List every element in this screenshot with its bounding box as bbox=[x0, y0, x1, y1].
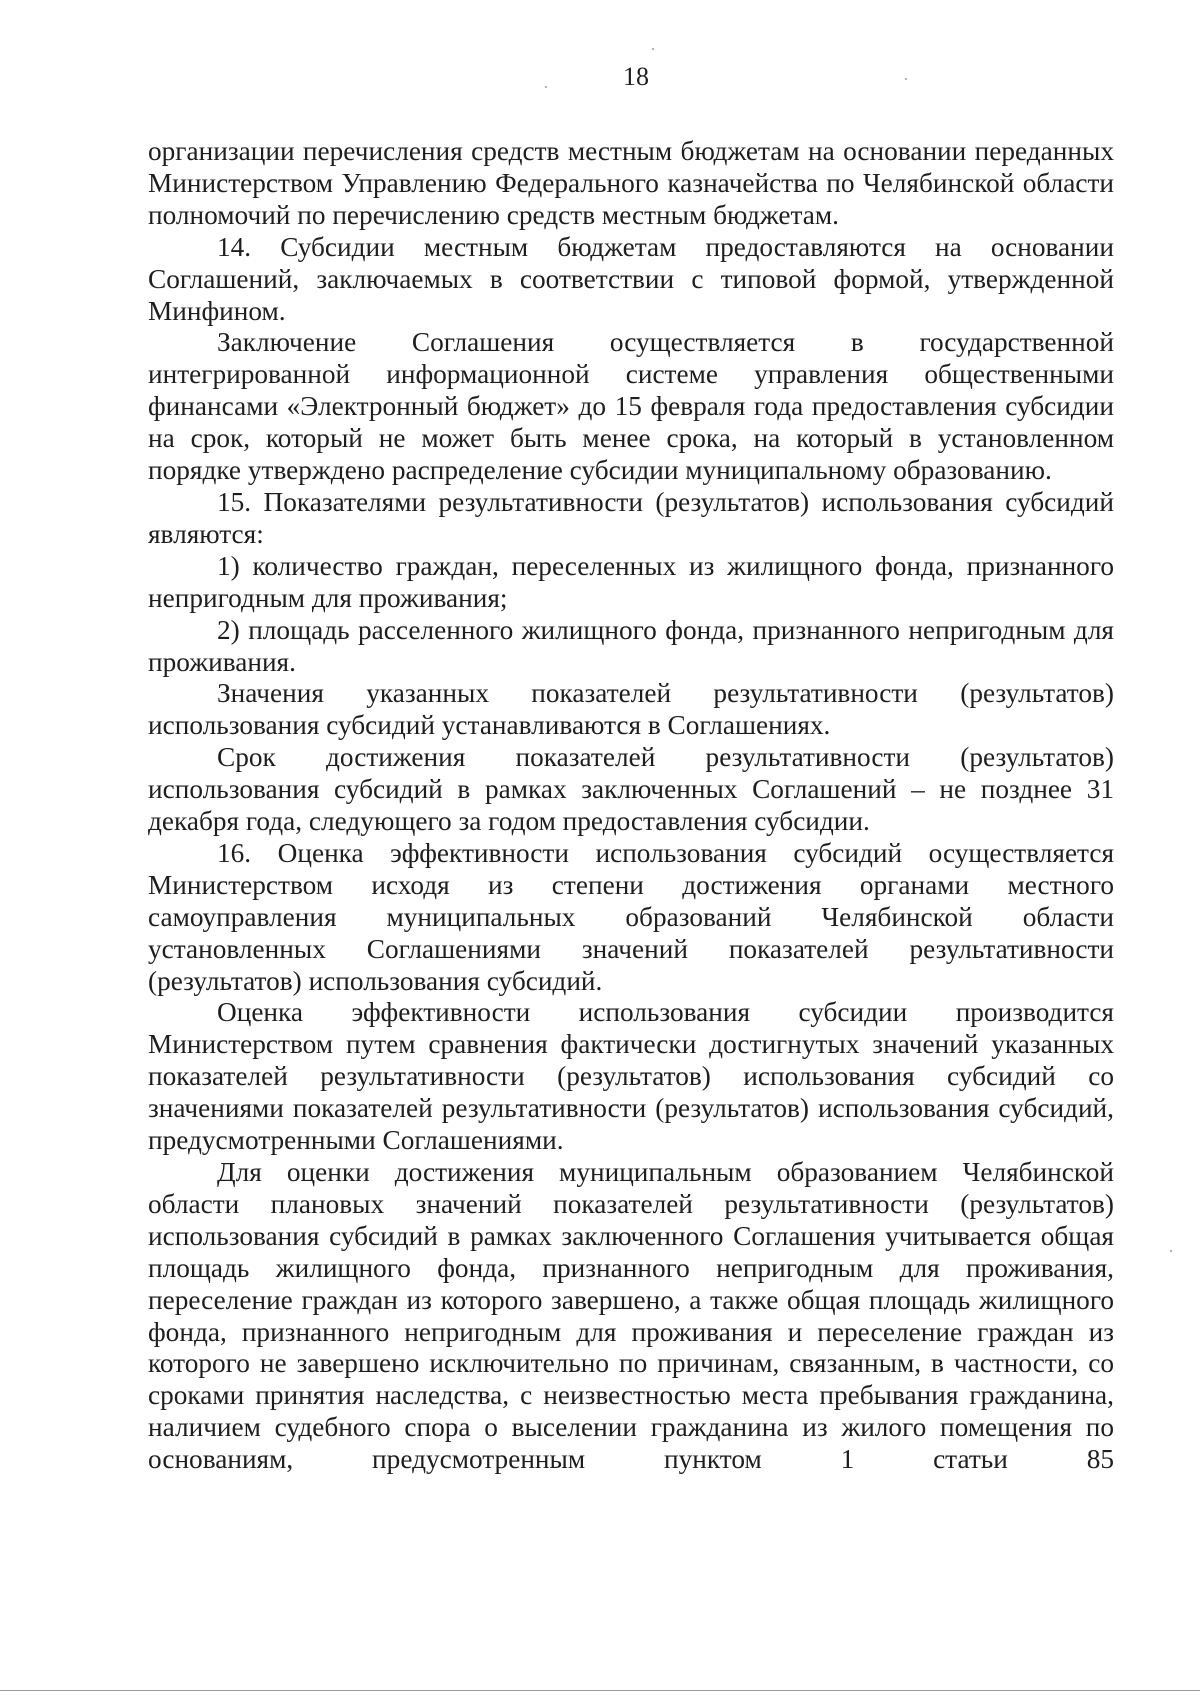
paragraph-item-15: 15. Показателями результативности (результатов) использования субсидий являются: bbox=[148, 486, 1114, 549]
document-body bbox=[148, 136, 1114, 1476]
scan-edge-line bbox=[0, 1690, 1200, 1691]
scan-speck bbox=[905, 78, 907, 80]
page-number: 18 bbox=[623, 62, 649, 91]
paragraph-agreement-conclusion: Заключение Соглашения осуществляется в государственной интегрированной информационной системе управления общественными финансами «Электронный бюджет» до 15 февраля года предоставления субсидии на срок, который не может быть менее срока, на который в установленном порядке утверждено распределение субсидии муниципальному образованию. bbox=[148, 327, 1114, 486]
paragraph-indicator-values: Значения указанных показателей результативности (результатов) использования субсидий устанавливаются в Соглашениях. bbox=[148, 678, 1114, 741]
paragraph-planned-values-assessment: Для оценки достижения муниципальным образованием Челябинской области плановых значений показателей результативности (результатов) использования субсидий в рамках заключенного Соглашения учитывается общая площадь жилищного фонда, признанного непригодным для проживания, переселение граждан из которого завершено, а также общая площадь жилищного фонда, признанного непригодным для проживания и переселение граждан из которого не завершено исключительно по причинам, связанным, в частности, со сроками принятия наследства, с неизвестностью места пребывания гражданина, наличием судебного спора о выселении гражданина из жилого помещения по основаниям, предусмотренным пунктом 1 статьи 85 bbox=[148, 1157, 1114, 1475]
scan-speck bbox=[545, 86, 547, 88]
paragraph-item-14: 14. Субсидии местным бюджетам предоставляются на основании Соглашений, заключаемых в соответствии с типовой формой, утвержденной Минфином. bbox=[148, 231, 1114, 326]
paragraph-item-16: 16. Оценка эффективности использования субсидий осуществляется Министерством исходя из степени достижения органами местного самоуправления муниципальных образований Челябинской области установленных Соглашениями значений показателей результативности (результатов) использования субсидий. bbox=[148, 837, 1114, 996]
paragraph-deadline: Срок достижения показателей результативности (результатов) использования субсидий в рамках заключенных Соглашений – не позднее 31 декабря года, следующего за годом предоставления субсидии. bbox=[148, 742, 1114, 837]
paragraph-continuation: организации перечисления средств местным бюджетам на основании переданных Министерством Управлению Федерального казначейства по Челябинской области полномочий по перечислению средств местным бюджетам. bbox=[148, 136, 1114, 230]
paragraph-indicator-2: 2) площадь расселенного жилищного фонда, признанного непригодным для проживания. bbox=[148, 614, 1114, 677]
paragraph-efficiency-assessment: Оценка эффективности использования субсидии производится Министерством путем сравнения фактически достигнутых значений указанных показателей результативности (результатов) использования субсидий со значениями показателей результативности (результатов) использования субсидий, предусмотренными Соглашениями. bbox=[148, 997, 1114, 1156]
paragraph-indicator-1: 1) количество граждан, переселенных из жилищного фонда, признанного непригодным для проживания; bbox=[148, 550, 1114, 613]
scan-speck bbox=[652, 48, 654, 50]
scan-speck bbox=[1170, 1250, 1172, 1252]
